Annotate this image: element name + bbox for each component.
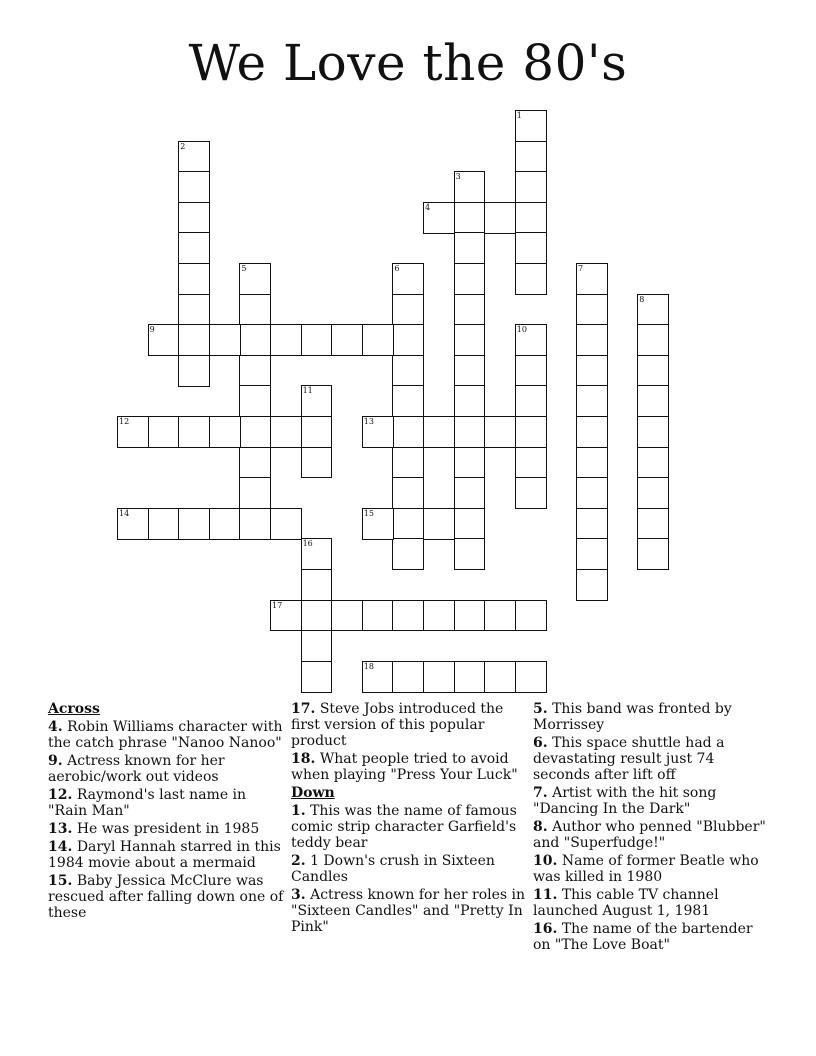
grid-cell[interactable]: [392, 294, 424, 326]
grid-cell[interactable]: [301, 447, 333, 479]
grid-cell[interactable]: [178, 508, 210, 540]
grid-cell[interactable]: [117, 508, 149, 540]
grid-cell[interactable]: [362, 324, 394, 356]
cell-number: 17: [272, 600, 283, 610]
grid-cell[interactable]: [178, 324, 210, 356]
clue-number: 9.: [48, 753, 63, 769]
clue-number: 6.: [533, 735, 548, 751]
cell-number: 11: [302, 386, 313, 396]
clue-number: 17.: [291, 701, 316, 717]
grid-cell[interactable]: [484, 416, 516, 448]
grid-cell[interactable]: [331, 324, 363, 356]
clue-text: Daryl Hannah starred in this 1984 movie about a mermaid: [48, 839, 281, 871]
grid-cell[interactable]: [515, 110, 547, 142]
grid-cell[interactable]: [301, 385, 333, 417]
clue-text: This space shuttle had a devastating result just 74 seconds after lift off: [533, 735, 725, 783]
clue-text: This band was fronted by Morrissey: [533, 701, 732, 733]
grid-cell[interactable]: [515, 232, 547, 264]
grid-cell[interactable]: [270, 600, 302, 632]
grid-cell[interactable]: [454, 232, 486, 264]
grid-cell[interactable]: [637, 416, 669, 448]
clue-down-3: [291, 887, 529, 935]
across-heading: Across: [48, 701, 100, 717]
clue-number: 18.: [291, 751, 316, 767]
grid-cell[interactable]: [239, 416, 271, 448]
clue-across-4: [48, 719, 286, 751]
grid-cell[interactable]: [423, 661, 455, 693]
grid-cell[interactable]: [362, 661, 394, 693]
cell-number: 15: [363, 508, 374, 518]
grid-cell[interactable]: [454, 202, 486, 234]
grid-cell[interactable]: [301, 630, 333, 662]
grid-cell[interactable]: [637, 477, 669, 509]
grid-cell[interactable]: [576, 477, 608, 509]
grid-cell[interactable]: [239, 355, 271, 387]
grid-cell[interactable]: [484, 661, 516, 693]
grid-cell[interactable]: [178, 416, 210, 448]
grid-cell[interactable]: [392, 508, 424, 540]
cell-number: 7: [578, 264, 584, 273]
clue-text: Artist with the hit song "Dancing In the Dark": [533, 785, 717, 817]
clue-text: The name of the bartender on "The Love Boat": [533, 921, 753, 953]
grid-cell[interactable]: [637, 508, 669, 540]
grid-cell[interactable]: [392, 355, 424, 387]
grid-cell[interactable]: [178, 294, 210, 326]
clue-down-7: [533, 785, 773, 817]
clue-number: 5.: [533, 701, 548, 717]
clue-number: 1.: [291, 803, 306, 819]
clue-across-18: [291, 751, 529, 783]
grid-cell[interactable]: [515, 141, 547, 173]
grid-cell[interactable]: [392, 661, 424, 693]
grid-cell[interactable]: [423, 600, 455, 632]
grid-cell[interactable]: [637, 538, 669, 570]
clue-text: Author who penned "Blubber" and "Superfudge!": [533, 819, 766, 851]
clue-across-13: [48, 821, 286, 837]
grid-cell[interactable]: [515, 661, 547, 693]
clue-column-3: [533, 701, 773, 955]
cell-number: 14: [119, 508, 130, 518]
grid-cell[interactable]: [515, 600, 547, 632]
clue-number: 15.: [48, 873, 73, 889]
cell-number: 1: [516, 111, 522, 120]
grid-cell[interactable]: [178, 141, 210, 173]
grid-cell[interactable]: [301, 569, 333, 601]
grid-cell[interactable]: [454, 324, 486, 356]
puzzle-title: We Love the 80's: [188, 34, 628, 92]
grid-cell[interactable]: [576, 508, 608, 540]
grid-cell[interactable]: [178, 171, 210, 203]
grid-cell[interactable]: [178, 232, 210, 264]
clue-across-17: [291, 701, 529, 749]
grid-cell[interactable]: [515, 263, 547, 295]
grid-cell[interactable]: [576, 355, 608, 387]
grid-cell[interactable]: [637, 447, 669, 479]
clue-text: Actress known for her aerobic/work out videos: [48, 753, 225, 785]
grid-cell[interactable]: [178, 355, 210, 387]
clue-number: 3.: [291, 887, 306, 903]
grid-cell[interactable]: [331, 600, 363, 632]
clue-text: Raymond's last name in "Rain Man": [48, 787, 247, 819]
grid-cell[interactable]: [362, 600, 394, 632]
clue-down-8: [533, 819, 773, 851]
clue-across-9: [48, 753, 286, 785]
grid-cell[interactable]: [239, 324, 271, 356]
grid-cell[interactable]: [178, 202, 210, 234]
grid-cell[interactable]: [576, 263, 608, 295]
grid-cell[interactable]: [392, 538, 424, 570]
grid-cell[interactable]: [454, 385, 486, 417]
down-heading: Down: [291, 785, 335, 801]
grid-cell[interactable]: [515, 416, 547, 448]
grid-cell[interactable]: [637, 355, 669, 387]
clue-down-11: [533, 887, 773, 919]
clue-down-10: [533, 853, 773, 885]
grid-cell[interactable]: [301, 324, 333, 356]
grid-cell[interactable]: [454, 355, 486, 387]
cell-number: 3: [455, 172, 461, 182]
clue-text: He was president in 1985: [76, 821, 260, 837]
clue-across-15: [48, 873, 286, 921]
grid-cell[interactable]: [270, 508, 302, 540]
clue-column-1: [48, 701, 286, 923]
grid-cell[interactable]: [392, 477, 424, 509]
cell-number: 12: [119, 417, 130, 426]
grid-cell[interactable]: [454, 508, 486, 540]
cell-number: 13: [363, 417, 374, 426]
grid-cell[interactable]: [301, 538, 333, 570]
grid-cell[interactable]: [209, 324, 241, 356]
grid-cell[interactable]: [270, 324, 302, 356]
clue-text: This was the name of famous comic strip character Garfield's teddy bear: [291, 803, 517, 851]
clue-across-14: [48, 839, 286, 871]
grid-cell[interactable]: [454, 538, 486, 570]
grid-cell[interactable]: [637, 294, 669, 326]
cell-number: 8: [639, 294, 645, 304]
grid-cell[interactable]: [392, 324, 424, 356]
clue-text: Name of former Beatle who was killed in 1980: [533, 853, 759, 885]
clue-number: 12.: [48, 787, 73, 803]
grid-cell[interactable]: [392, 385, 424, 417]
grid-cell[interactable]: [392, 600, 424, 632]
grid-cell[interactable]: [454, 263, 486, 295]
clue-number: 16.: [533, 921, 558, 937]
clue-number: 4.: [48, 719, 63, 735]
clue-number: 14.: [48, 839, 73, 855]
grid-cell[interactable]: [484, 600, 516, 632]
grid-cell[interactable]: [576, 324, 608, 356]
clue-number: 7.: [533, 785, 548, 801]
grid-cell[interactable]: [239, 263, 271, 295]
cell-number: 18: [363, 661, 374, 671]
grid-cell[interactable]: [454, 294, 486, 326]
grid-cell[interactable]: [392, 416, 424, 448]
cell-number: 16: [302, 539, 313, 549]
clue-text: Baby Jessica McClure was rescued after falling down one of these: [48, 873, 284, 921]
grid-cell[interactable]: [515, 385, 547, 417]
clue-text: Steve Jobs introduced the first version of this popular product: [291, 701, 504, 749]
clue-number: 11.: [533, 887, 558, 903]
cell-number: 4: [425, 202, 431, 212]
grid-cell[interactable]: [637, 385, 669, 417]
grid-cell[interactable]: [454, 600, 486, 632]
grid-cell[interactable]: [637, 324, 669, 356]
clue-down-1: [291, 803, 529, 851]
clue-text: This cable TV channel launched August 1, 1981: [533, 887, 719, 919]
clue-down-6: [533, 735, 773, 783]
grid-cell[interactable]: [423, 202, 455, 234]
clue-across-12: [48, 787, 286, 819]
grid-cell[interactable]: [239, 477, 271, 509]
grid-cell[interactable]: [515, 202, 547, 234]
grid-cell[interactable]: [515, 477, 547, 509]
grid-cell[interactable]: [484, 202, 516, 234]
cell-number: 6: [394, 264, 400, 273]
clue-text: What people tried to avoid when playing "Press Your Luck": [291, 751, 518, 783]
grid-cell[interactable]: [576, 416, 608, 448]
grid-cell[interactable]: [515, 355, 547, 387]
clue-text: Robin Williams character with the catch phrase "Nanoo Nanoo": [48, 719, 283, 751]
grid-cell[interactable]: [239, 447, 271, 479]
grid-cell[interactable]: [576, 538, 608, 570]
grid-cell[interactable]: [576, 447, 608, 479]
grid-cell[interactable]: [148, 508, 180, 540]
grid-cell[interactable]: [301, 600, 333, 632]
grid-cell[interactable]: [148, 416, 180, 448]
grid-cell[interactable]: [423, 416, 455, 448]
grid-cell[interactable]: [239, 385, 271, 417]
clue-text: Actress known for her roles in "Sixteen Candles" and "Pretty In Pink": [291, 887, 526, 935]
clue-column-2: [291, 701, 529, 937]
grid-cell[interactable]: [576, 569, 608, 601]
grid-cell[interactable]: [117, 416, 149, 448]
grid-cell[interactable]: [362, 508, 394, 540]
clue-number: 8.: [533, 819, 548, 835]
grid-cell[interactable]: [178, 263, 210, 295]
clue-text: 1 Down's crush in Sixteen Candles: [291, 853, 495, 885]
grid-cell[interactable]: [148, 324, 180, 356]
grid-cell[interactable]: [515, 171, 547, 203]
grid-cell[interactable]: [301, 661, 333, 693]
grid-cell[interactable]: [209, 416, 241, 448]
grid-cell[interactable]: [301, 416, 333, 448]
clue-number: 13.: [48, 821, 73, 837]
grid-cell[interactable]: [392, 263, 424, 295]
cell-number: 9: [149, 325, 155, 335]
grid-cell[interactable]: [454, 171, 486, 203]
grid-cell[interactable]: [454, 661, 486, 693]
grid-cell[interactable]: [392, 447, 424, 479]
grid-cell[interactable]: [515, 447, 547, 479]
grid-cell[interactable]: [239, 508, 271, 540]
clue-number: 10.: [533, 853, 558, 869]
grid-cell[interactable]: [239, 294, 271, 326]
grid-cell[interactable]: [423, 508, 455, 540]
clue-down-16: [533, 921, 773, 953]
clue-number: 2.: [291, 853, 306, 869]
grid-cell[interactable]: [515, 324, 547, 356]
grid-cell[interactable]: [454, 447, 486, 479]
grid-cell[interactable]: [209, 508, 241, 540]
grid-cell[interactable]: [576, 385, 608, 417]
cell-number: 5: [241, 264, 247, 273]
clue-down-2: [291, 853, 529, 885]
cell-number: 10: [516, 325, 527, 335]
grid-cell[interactable]: [576, 294, 608, 326]
grid-cell[interactable]: [362, 416, 394, 448]
clue-down-5: [533, 701, 773, 733]
grid-cell[interactable]: [270, 416, 302, 448]
cell-number: 2: [180, 141, 186, 151]
grid-cell[interactable]: [454, 477, 486, 509]
grid-cell[interactable]: [454, 416, 486, 448]
